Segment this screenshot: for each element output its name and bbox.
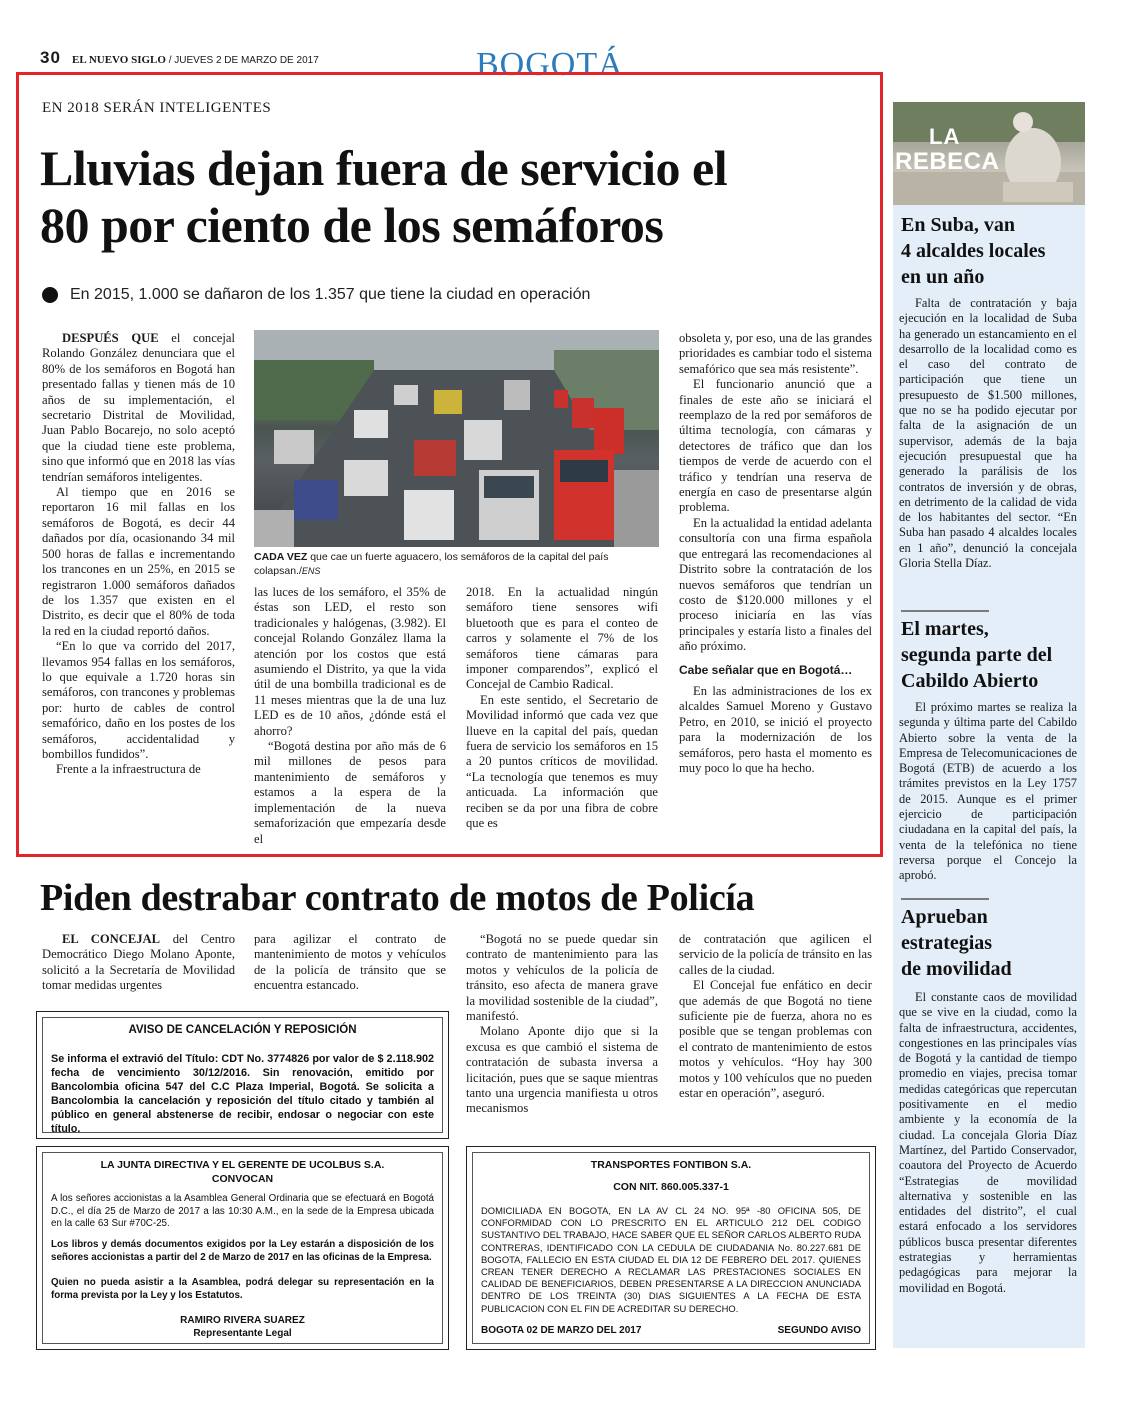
paragraph: El Concejal fue enfático en decir que además de que Bogotá no tiene suficiente pie de fuerza, ahora no es posible que se tengan problemas con el contrato de mantenimiento de estos motos y vehículos. “Hoy hay 300 motos y 100 vehículos que no pueden estar en operación”, aseguró. <box>679 978 872 1101</box>
second-article-headline: Piden destrabar contrato de motos de Policía <box>40 877 755 919</box>
article-column-1 <box>42 331 235 778</box>
notice-date: BOGOTA 02 DE MARZO DEL 2017 <box>481 1325 642 1336</box>
headline-line-1: Lluvias dejan fuera de servicio el <box>40 140 728 196</box>
paragraph: “Bogotá no se puede quedar sin contrato de mantenimiento para las motos y vehículos de la policía de tránsito, eso afecta de manera grave la movilidad sostenible de la ciudad”, manifestó. <box>466 932 658 1024</box>
title-line: en un año <box>901 266 985 288</box>
paragraph: En este sentido, el Secretario de Movilidad informó que cada vez que llueve en la capital del país, quedan fuera de servicio los semáforos en 15 a 20 puntos críticos de movilidad. “La tecnología que tenemos es muy anticuada. La información que reciben se da por una fibra de cobre que es <box>466 692 658 831</box>
column-subtitle: Cabe señalar que en Bogotá… <box>679 662 853 677</box>
paper-name: EL NUEVO SIGLO <box>72 54 166 66</box>
divider <box>901 898 989 900</box>
paragraph: obsoleta y, por eso, una de las grandes prioridades es cambiar todo el sistema semafórico que sea más resistente”. <box>679 331 872 376</box>
notice-body: DOMICILIADA EN BOGOTA, EN LA AV CL 24 NO. 95ª -80 OFICINA 505, DE CONFORMIDAD CON LO PRESCRITO EN EL ARTICULO 212 DEL CODIGO SUSTANTIVO DEL TRABAJO, HACE SABER QUE EL SEÑOR CARLOS ALBERTO RUDA CONTRERAS, IDENTIFICADO CON LA CEDULA DE CIUDADANIA No. 80.227.681 DE BOGOTA, FALLECIO EN ESTA CIUDAD EL DIA 12 DE FEBRERO DEL 2017. QUIENES CREAN TENER DERECHO A RECLAMAR LAS PRESTACIONES SOCIALES EN CALIDAD DE BENEFICIARIOS, DEBEN PRESENTARSE A LA DIRECCION ANUNCIADA DENTRO DE LOS TREINTA (30) DIAS SIGUIENTES A LA FECHA DE ESTA PUBLICACION CON EL FIN DE ACREDITAR SU DERECHO. <box>481 1205 861 1314</box>
second-article-column-2 <box>254 932 446 994</box>
sidebar-item-title <box>901 212 1045 290</box>
paragraph: En las administraciones de los ex alcaldes Samuel Moreno y Gustavo Petro, en 2010, se inició el proyecto para la modernización de los semáforos, pero hasta el momento es muy poco lo que ha hecho. <box>679 683 872 775</box>
notice-paragraph: Los libros y demás documentos exigidos por la Ley estarán a disposición de los señores accionistas a partir del 2 de Marzo de 2017 en las oficinas de la Empresa. <box>51 1239 434 1263</box>
notice-title: AVISO DE CANCELACIÓN Y REPOSICIÓN <box>128 1024 357 1036</box>
divider <box>901 610 989 612</box>
title-line: 4 alcaldes locales <box>901 240 1046 262</box>
paragraph: Falta de contratación y baja ejecución en la localidad de Suba ha generado un estancamiento en el desarrollo de la localidad como es el caso del contrato de participación que tiene un presupuesto de $1.500 millones, que no se ha podido ejecutar por falta de la asignación de un supervisor, además de la baja ejecución presupuestal que ha generado la parálisis de los contratos de inversión y de obras, en detrimento de la calidad de vida de los habitantes del sector. “En Suba han pasado 4 alcaldes locales en 1 año”, denunció la concejala Gloria Stella Díaz. <box>899 296 1077 571</box>
bullet-icon <box>42 287 58 303</box>
title-line: Cabildo Abierto <box>901 670 1039 692</box>
sidebar-item-body <box>899 700 1077 884</box>
banner-la: LA <box>929 124 961 149</box>
title-line: Aprueban <box>901 906 988 928</box>
section-title: BOGOTÁ <box>476 46 624 83</box>
lead-caps: DESPUÉS QUE <box>62 331 159 345</box>
sidebar-item-title <box>901 904 1012 982</box>
title-line: segunda parte del <box>901 644 1053 666</box>
paragraph: Al tiempo que en 2016 se reportaron 16 mil fallas en los semáforos de Bogotá, es decir 44 dañados por día, ocasionando 34 mil 500 horas de fallas e incrementando los trancones en un 25%, en 2015 se registraron 1.000 semáforos dañados de los 1.357 que existen en el Distrito, es decir que el 80% de toda la red en la ciudad reportó daños. <box>42 485 235 638</box>
notice-aviso <box>36 1011 449 1139</box>
notice-body: Se informa el extravió del Título: CDT No. 3774826 por valor de $ 2.118.902 fecha de vencimiento 30/12/2016. Sin renovación, emitido por Bancolombia oficina 547 del C.C Plaza Imperial, Bogotá. Se solicita a Bancolombia la cancelación y reposición del título citado y también al público en general abstenerse de recibir, endosar o negociar con este título. <box>51 1053 434 1135</box>
masthead <box>40 46 1085 83</box>
article-headline <box>40 140 870 254</box>
notice-ucolbus <box>36 1146 449 1350</box>
article-column-4 <box>679 331 872 776</box>
traffic-photo-illustration <box>254 330 659 547</box>
title-line: estrategias <box>901 932 993 954</box>
paper-date-line <box>72 54 319 66</box>
page-number: 30 <box>40 48 61 67</box>
article-column-3 <box>466 585 658 832</box>
paragraph: Frente a la infraestructura de <box>56 762 201 777</box>
paragraph: El próximo martes se realiza la segunda y última parte del Cabildo Abierto sobre la venta de la Empresa de Telecomunicaciones de Bogotá (ETB) de acuerdo a los trámites previstos en la Ley 1757 de 2015. Aunque es el primer ejercicio de participación ciudadana en la capital del país, la venta de la telefónica no tiene reversa porque el Concejo la aprobó. <box>899 700 1077 883</box>
traffic-photo <box>254 330 659 547</box>
paragraph: Molano Aponte dijo que si la excusa es que cambió el sistema de contratación de subasta inversa a licitación, pues que se saque mientras tanto una urgencia manifiesta u otros mecanismos <box>466 1024 658 1116</box>
paragraph: 2018. En la actualidad ningún semáforo tiene sensores wifi bluetooth que es para el conteo de carros y solamente el 7% de los semáforos tiene cámaras para imponer comparendos”, explicó el Concejal de Cambio Radical. <box>466 585 658 692</box>
title-line: El martes, <box>901 618 989 640</box>
second-article-column-4 <box>679 932 872 1101</box>
sidebar-la-rebeca <box>893 102 1085 1348</box>
article-subhead <box>42 286 590 304</box>
subhead-text: En 2015, 1.000 se dañaron de los 1.357 que tiene la ciudad en operación <box>70 286 591 303</box>
paragraph: el concejal Rolando González denunciara que el 80% de los semáforos en Bogotá han presentado fallas y tienen más de 10 años de su implementación, el secretario Distrital de Movilidad, Juan Pablo Bocarejo, no solo aceptó que la ciudad tiene este problema, sino que informó que en 2018 las vías tendrían semáforos inteligentes. <box>42 331 235 484</box>
paragraph: de contratación que agilicen el servicio de la policía de tránsito en las calles de la ciudad. <box>679 932 872 977</box>
second-article-column-3 <box>466 932 658 1117</box>
sidebar-item-body <box>899 990 1077 1296</box>
paragraph: para agilizar el contrato de mantenimiento de motos y vehículos de la policía de tránsito que se encuentra estancado. <box>254 932 446 993</box>
paragraph: las luces de los semáforo, el 35% de éstas son LED, el resto son tradicionales y halógenas, (3.982). El concejal Rolando González llama la atención por los costos que está asumiendo el Distrito, ya que la vida útil de una bombilla tradicional es de 11 meses mientras que la de una luz LED es de 10 años, ¿dónde está el ahorro? <box>254 585 446 738</box>
paragraph: El constante caos de movilidad que se vive en la ciudad, como la falta de infraestructura, accidentes, congestiones en las principales vías de Bogotá y la cantidad de tiempo promedio en viajes, precisa tomar medidas categóricas que repercutan positivamente en el medio ambiente y la economía de la ciudad. La concejala Gloria Díaz Martínez, del Partido Conservador, coautora del Proyecto de Acuerdo “Estrategias de movilidad alternativa y sostenible en las entidades del distrito”, el cual estará enfocado a los servidores públicos busca presentar diferentes estrategias y herramientas pedagógicas para mejorar la movilidad en Bogotá. <box>899 990 1077 1295</box>
date-line: / JUEVES 2 DE MARZO DE 2017 <box>168 55 319 66</box>
second-article-column-1 <box>42 932 235 994</box>
notice-subtitle: CONVOCAN <box>211 1173 274 1185</box>
notice-paragraph: A los señores accionistas a la Asamblea General Ordinaria que se efectuará en Bogotá D.C., el día 25 de Marzo de 2017 a las 10:30 A.M., en la sede de la Empresa ubicada en la calle 63 Sur #70C-25. <box>51 1193 434 1230</box>
notice-number: SEGUNDO AVISO <box>777 1325 861 1336</box>
sidebar-item-body <box>899 296 1077 571</box>
headline-line-2: 80 por ciento de los semáforos <box>40 197 664 253</box>
photo-caption <box>254 550 659 578</box>
paragraph: El funcionario anunció que a finales de este año se iniciará el reemplazo de la red por semáforos de última tecnología, con cámaras y detectores de tráfico que dan los tiempos de verde de acuerdo con el tráfico y tendrían una reserva de energía en caso de presentarse algún problema. <box>679 377 872 515</box>
notice-fontibon <box>466 1146 876 1350</box>
notice-title: LA JUNTA DIRECTIVA Y EL GERENTE DE UCOLBUS S.A. <box>100 1159 385 1171</box>
title-line: En Suba, van <box>901 214 1015 236</box>
notice-paragraph: Quien no pueda asistir a la Asamblea, podrá delegar su representación en la forma prevista por la Ley y los Estatutos. <box>51 1277 434 1301</box>
sidebar-item-title <box>901 616 1052 694</box>
caption-bold: CADA VEZ <box>254 551 308 563</box>
paragraph: “En lo que va corrido del 2017, llevamos 954 fallas en los semáforos, lo que equivale a 1.720 horas sin semáforos, con trancones y problemas por: hurto de cables de control semafórico, daño en los postes de los semáforos, accidentalidad y bombillos fundidos”. <box>42 639 235 761</box>
notice-signer-role: Representante Legal <box>193 1328 292 1339</box>
notice-title: TRANSPORTES FONTIBON S.A. <box>590 1159 752 1171</box>
notice-signer: RAMIRO RIVERA SUAREZ <box>180 1315 305 1326</box>
notice-nit: CON NIT. 860.005.337-1 <box>613 1181 729 1193</box>
paragraph: “Bogotá destina por año más de 6 mil millones de pesos para mantenimiento de semáforos y estamos a la espera de la implementación de la nueva semaforización que empezaría desde el <box>254 739 446 846</box>
article-kicker: EN 2018 SERÁN INTELIGENTES <box>42 100 272 116</box>
lead-caps: EL CONCEJAL <box>62 932 161 946</box>
la-rebeca-banner <box>893 102 1085 205</box>
caption-text: que cae un fuerte aguacero, los semáforos de la capital del país colapsan./ <box>254 551 609 577</box>
title-line: de movilidad <box>901 958 1012 980</box>
paragraph: En la actualidad la entidad adelanta consultoría con una firma española que entregará las recomendaciones al Distrito sobre la contratación de los nuevos semáforos que tendrían un costo de $120.000 millones y el proceso iniciaría en las vías principales y estaría listo a finales del año próximo. <box>679 515 872 654</box>
banner-name: REBECA <box>895 148 1000 175</box>
caption-credit: ENS <box>301 566 321 576</box>
paragraph: del Centro Democrático Diego Molano Aponte, solicitó a la Secretaría de Movilidad tomar medidas urgentes <box>42 932 235 993</box>
article-column-2 <box>254 585 446 847</box>
